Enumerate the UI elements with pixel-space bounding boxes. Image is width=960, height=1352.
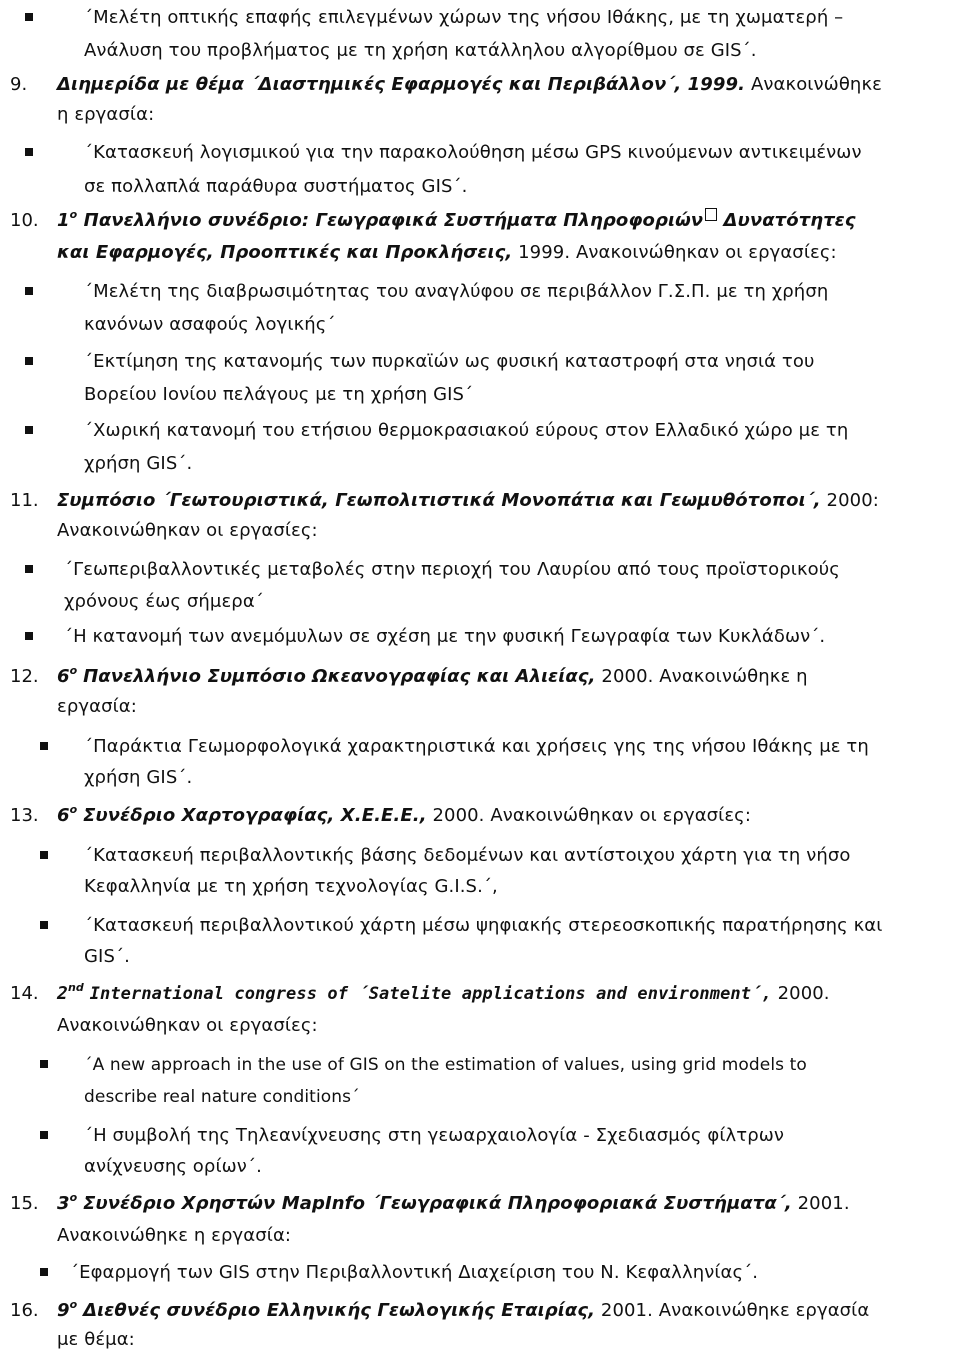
bullet-text: ΄Η συμβολή της Τηλεανίχνευσης στη γεωαρχαιολογία - Σχεδιασμός φίλτρων	[84, 1125, 785, 1146]
bullet-marker	[40, 851, 48, 859]
list-number: 15.	[10, 1193, 39, 1214]
list-number: 11.	[10, 490, 39, 511]
entry-heading: $3^o$ Συνέδριο Χρηστών MapInfo ΄Γεωγραφικά Πληροφοριακά Συστήματα΄, 2001.	[57, 1191, 850, 1214]
bullet-text: ΄Η κατανομή των ανεμόμυλων σε σχέση με την φυσική Γεωγραφία των Κυκλάδων΄.	[64, 626, 826, 647]
bullet-text: ανίχνευσης ορίων΄.	[84, 1156, 262, 1177]
bullet-text: χρήση GIS΄.	[84, 453, 193, 474]
list-number: 9.	[10, 74, 28, 95]
list-number: 16.	[10, 1300, 39, 1321]
entry-text: η εργασία:	[57, 104, 155, 125]
bullet-marker	[25, 632, 33, 640]
entry-text: εργασία:	[57, 696, 137, 717]
list-number: 14.	[10, 983, 39, 1004]
bullet-marker	[40, 1268, 48, 1276]
bullet-marker	[40, 742, 48, 750]
list-number: 12.	[10, 666, 39, 687]
bullet-marker	[25, 357, 33, 365]
bullet-marker	[25, 565, 33, 573]
bullet-marker	[40, 1060, 48, 1068]
bullet-text: ΄Εφαρμογή των GIS στην Περιβαλλοντική Διαχείριση του Ν. Κεφαλληνίας΄.	[70, 1262, 759, 1283]
entry-text: Ανακοινώθηκαν οι εργασίες:	[57, 520, 318, 541]
bullet-text: Κεφαλληνία με τη χρήση τεχνολογίας G.I.S.΄,	[84, 876, 498, 897]
bullet-text: GIS΄.	[84, 946, 130, 967]
entry-tail: Ανακοινώθηκε	[745, 74, 882, 95]
bullet-marker	[40, 921, 48, 929]
entry-heading: $6^o$ Συνέδριο Χαρτογραφίας, Χ.Ε.Ε.Ε., 2000. Ανακοινώθηκαν οι εργασίες:	[57, 803, 752, 826]
entry-heading: 2nd International congress of ΄Satelite applications and environment΄, 2000.	[57, 981, 830, 1004]
bullet-text: ΄Παράκτια Γεωμορφολογικά χαρακτηριστικά και χρήσεις γης της νήσου Ιθάκης με τη	[84, 736, 869, 757]
entry-heading: $6^o$ Πανελλήνιο Συμπόσιο Ωκεανογραφίας και Αλιείας, 2000. Ανακοινώθηκε η	[57, 664, 808, 687]
entry-title: Διημερίδα με θέμα ΄Διαστημικές Εφαρμογές και Περιβάλλον΄, 1999.	[57, 74, 746, 95]
bullet-text: ΄Μελέτη οπτικής επαφής επιλεγμένων χώρων της νήσου Ιθάκης, με τη χωματερή –	[84, 7, 844, 28]
bullet-marker	[25, 426, 33, 434]
bullet-text: κανόνων ασαφούς λογικής΄	[84, 314, 336, 335]
entry-heading: $9^o$ Διεθνές συνέδριο Ελληνικής Γεωλογικής Εταιρίας, 2001. Ανακοινώθηκε εργασία	[57, 1298, 870, 1321]
bullet-marker	[25, 287, 33, 295]
bullet-text: ΄Μελέτη της διαβρωσιμότητας του αναγλύφου σε περιβάλλον Γ.Σ.Π. με τη χρήση	[84, 281, 829, 302]
bullet-text: ΄Γεωπεριβαλλοντικές μεταβολές στην περιοχή του Λαυρίου από τους προϊστορικούς	[64, 559, 840, 580]
bullet-text: ΄Χωρική κατανομή του ετήσιου θερμοκρασιακού εύρους στον Ελλαδικό χώρο με τη	[84, 420, 849, 441]
entry-heading	[57, 74, 882, 96]
bullet-text: σε πολλαπλά παράθυρα συστήματος GIS΄.	[84, 176, 468, 197]
bullet-text: ΄Κατασκευή λογισμικού για την παρακολούθηση μέσω GPS κινούμενων αντικειμένων	[84, 142, 862, 163]
bullet-text: ΄Κατασκευή περιβαλλοντικού χάρτη μέσω ψηφιακής στερεοσκοπικής παρατήρησης και	[84, 915, 883, 936]
bullet-text: χρήση GIS΄.	[84, 767, 193, 788]
entry-heading: $1^o$ Πανελλήνιο συνέδριο: Γεωγραφικά Συστήματα Πληροφοριών Δυνατότητες	[57, 208, 856, 231]
entry-heading-cont: και Εφαρμογές, Προοπτικές και Προκλήσεις, 1999. Ανακοινώθηκαν οι εργασίες:	[57, 242, 837, 263]
bullet-text: ΄A new approach in the use of GIS on the estimation of values, using grid models to	[84, 1055, 807, 1075]
placeholder-glyph-icon	[705, 208, 717, 221]
bullet-text: χρόνους έως σήμερα΄	[64, 591, 264, 612]
list-number: 10.	[10, 210, 39, 231]
list-number: 13.	[10, 805, 39, 826]
bullet-text: Βορείου Ιονίου πελάγους με τη χρήση GIS΄	[84, 384, 474, 405]
bullet-marker	[25, 148, 33, 156]
entry-text: Ανακοινώθηκαν οι εργασίες:	[57, 1015, 318, 1036]
bullet-marker	[40, 1131, 48, 1139]
entry-text: με θέμα:	[57, 1329, 135, 1350]
bullet-text: ΄Κατασκευή περιβαλλοντικής βάσης δεδομένων και αντίστοιχου χάρτη για τη νήσο	[84, 845, 851, 866]
bullet-text: Ανάλυση του προβλήματος με τη χρήση κατάλληλου αλγορίθμου σε GIS΄.	[84, 40, 757, 61]
bullet-marker	[25, 13, 33, 21]
entry-heading: Συμπόσιο ΄Γεωτουριστικά, Γεωπολιτιστικά Μονοπάτια και Γεωμυθότοποι΄, 2000:	[57, 490, 879, 511]
bullet-text: describe real nature conditions΄	[84, 1087, 360, 1107]
entry-text: Ανακοινώθηκε η εργασία:	[57, 1225, 292, 1246]
bullet-text: ΄Εκτίμηση της κατανομής των πυρκαϊών ως φυσική καταστροφή στα νησιά του	[84, 351, 815, 372]
